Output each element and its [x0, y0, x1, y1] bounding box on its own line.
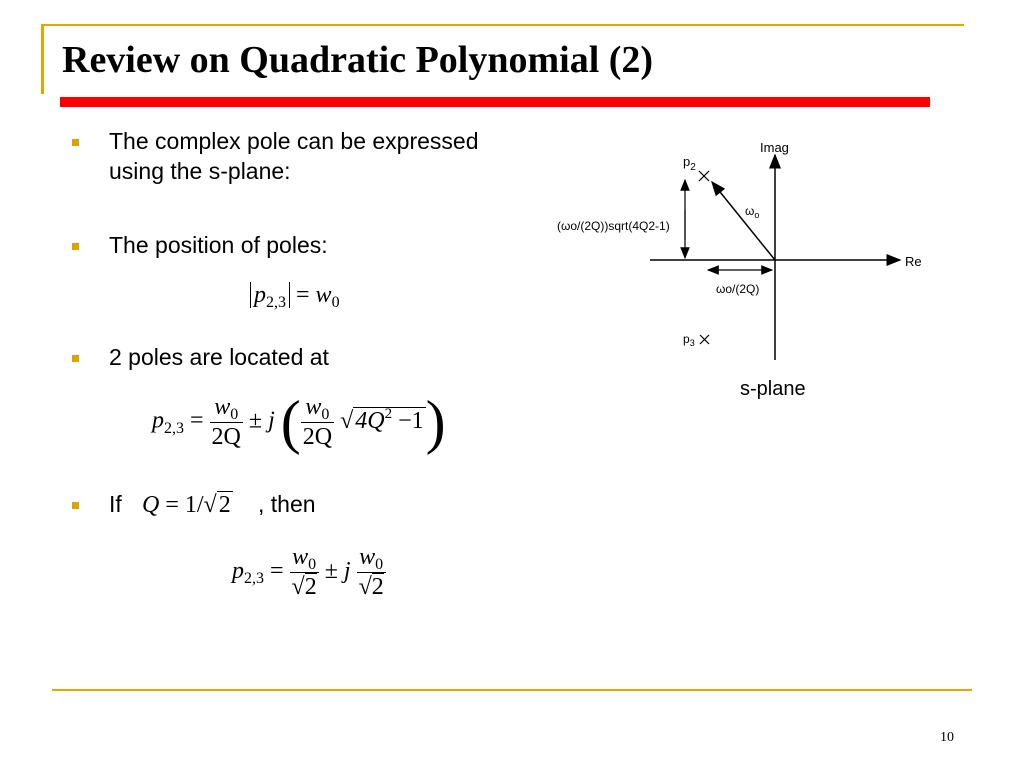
imaginary-unit: j: [343, 558, 351, 585]
s-plane-diagram: [540, 130, 940, 410]
bullet-marker: [72, 139, 79, 146]
equation-poles: $p_{2,3}$ = $\frac{w_0}{2Q}$ ± j ( $\frac{w_0}{2Q}$ $√4Q^2 -1$): [152, 389, 446, 455]
vertical-dimension-label: (ωo/(2Q))sqrt(4Q2-1): [557, 219, 670, 233]
bullet-marker: [72, 243, 79, 250]
fraction: $\frac{w_0}{√2}$: [358, 544, 384, 600]
omega-label: $\omega_o$: [745, 204, 760, 220]
eq-subscript: 0: [331, 294, 340, 311]
bullet-3-text: 2 poles are located at: [109, 344, 329, 370]
eq-subscript: 2,3: [164, 419, 184, 437]
imaginary-unit: j: [268, 407, 275, 434]
bullet-1-line-2: using the s-plane:: [109, 158, 291, 184]
equation-magnitude: $p_{2,3} = w_0$: [250, 282, 340, 309]
bullet-marker: [72, 502, 79, 509]
bullet-marker: [72, 355, 79, 362]
frame-top-line: [41, 24, 964, 26]
slide-title: Review on Quadratic Polynomial (2): [62, 39, 654, 81]
p2-label: $p_2$: [683, 154, 696, 173]
s-plane-caption: s-plane: [740, 378, 806, 400]
real-axis-label: Re: [905, 254, 922, 269]
p3-label: $p_3$: [683, 332, 695, 348]
equation-q-condition: Q = 1/√2: [142, 492, 231, 518]
footer-line: [52, 689, 972, 691]
imag-axis-label: Imag: [760, 140, 789, 155]
eq-subscript: 2,3: [266, 294, 286, 311]
fraction: $\frac{w_0}{2Q}$: [211, 393, 241, 450]
bullet-1-line-1: The complex pole can be expressed: [109, 128, 479, 154]
p3-pole-marker: [700, 335, 709, 344]
bullet-4-suffix: , then: [258, 491, 316, 517]
fraction: $\frac{w_0}{2Q}$: [302, 393, 333, 450]
square-root: $√4Q^2 -1$: [340, 405, 424, 434]
equation-result: $p_{2,3}$ = $\frac{w_0}{√2}$ ± j $\frac{w_0}{√2}$: [232, 544, 384, 600]
page-number: 10: [940, 730, 954, 745]
bullet-4-prefix: If: [109, 491, 122, 517]
frame-left-line: [41, 24, 44, 94]
square-root: √2: [203, 492, 231, 518]
eq-symbol: w: [315, 282, 332, 308]
eq-symbol: p: [254, 282, 266, 308]
bullet-2-text: The position of poles:: [109, 232, 328, 258]
eq-symbol: p: [152, 407, 164, 434]
p2-pole-marker: [699, 171, 709, 181]
fraction: $\frac{w_0}{√2}$: [291, 544, 317, 600]
horizontal-dimension-label: ωo/(2Q): [716, 282, 760, 296]
title-underline: [60, 97, 930, 107]
p2-vector: [712, 182, 775, 260]
